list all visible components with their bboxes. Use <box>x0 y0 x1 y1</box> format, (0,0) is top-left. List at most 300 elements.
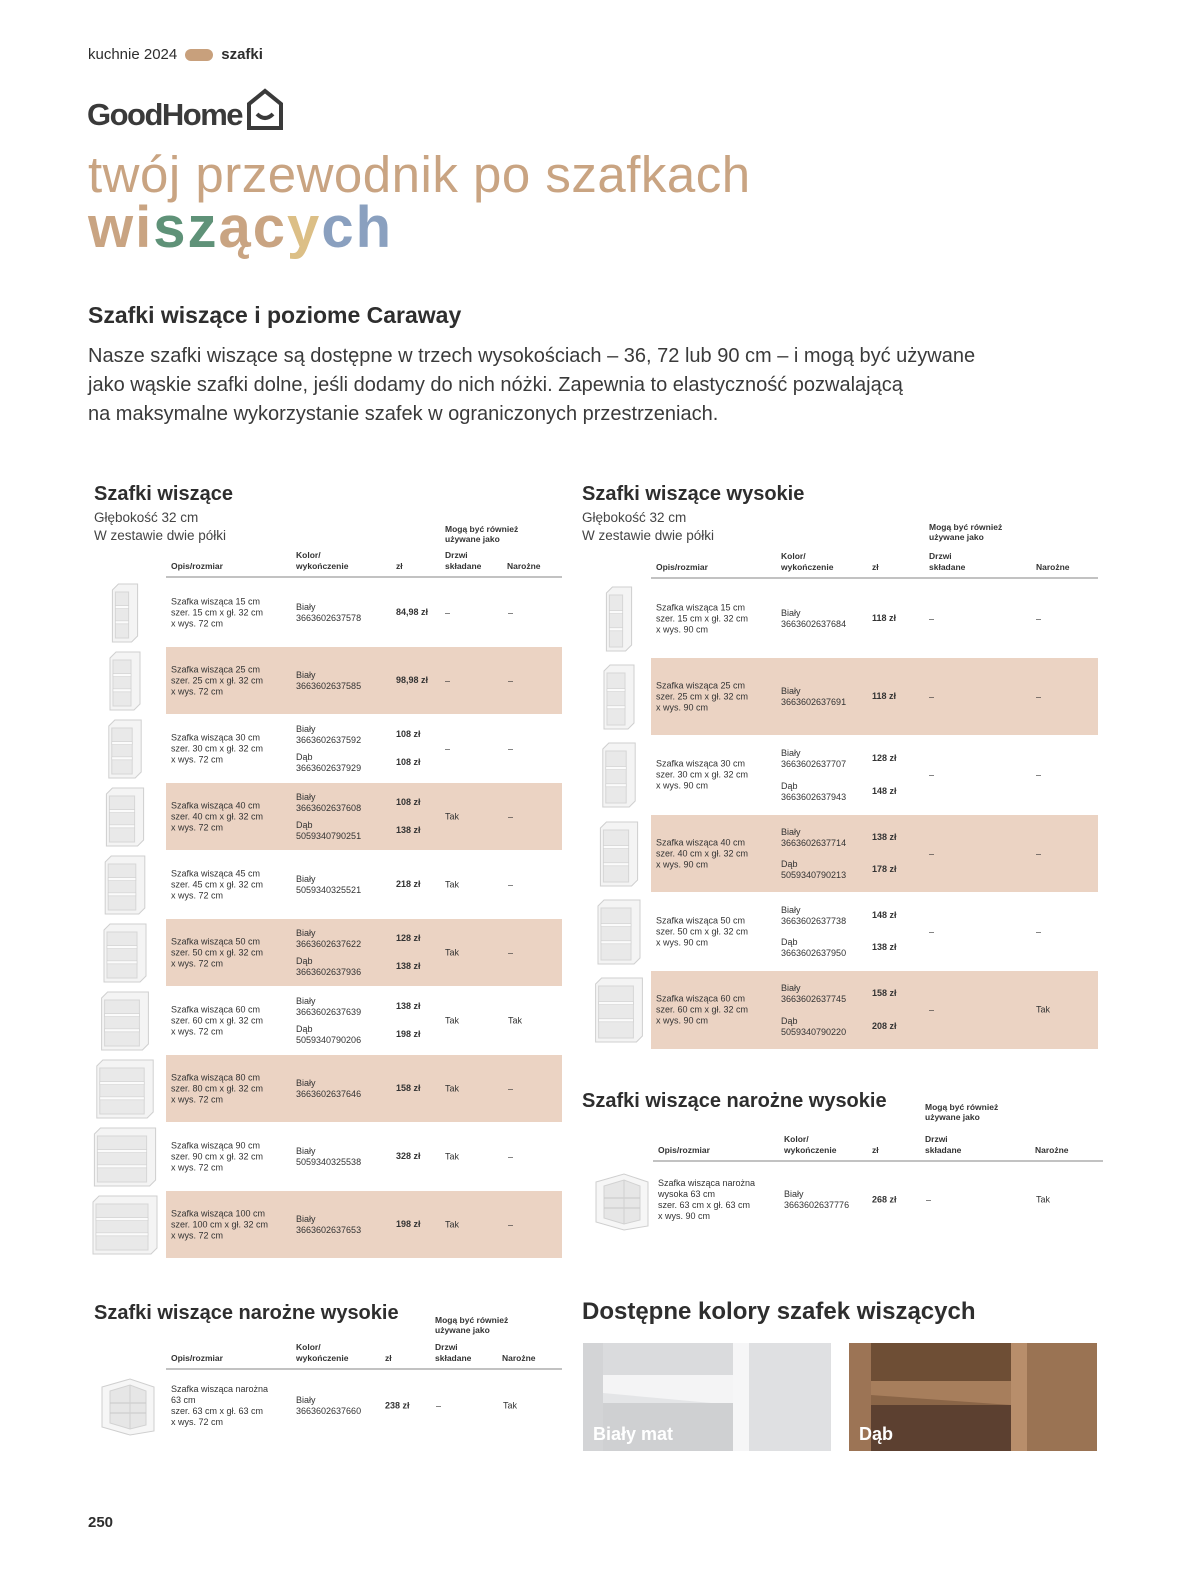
title-letter: i <box>135 195 154 260</box>
row-color: Biały <box>296 996 316 1007</box>
row-height: x wys. 72 cm <box>171 618 224 628</box>
row-ean: 3663602637585 <box>296 680 362 691</box>
left-table-depth: Głębokość 32 cm <box>94 510 199 525</box>
title-letter: w <box>88 195 136 260</box>
row-name: Szafka wisząca 40 cm <box>171 800 261 810</box>
cabinet-thumbnail <box>92 648 158 716</box>
col-narozne: Narożne <box>1035 1145 1069 1155</box>
title-letter: s <box>153 195 188 260</box>
row-finish <box>296 820 361 842</box>
row-folding-doors: – <box>926 1194 932 1204</box>
row-color: Biały <box>296 669 316 680</box>
row-ean: 3663602637714 <box>781 838 847 849</box>
intro-paragraph <box>88 342 1118 429</box>
also-usable-line: używane jako <box>445 534 500 544</box>
row-folding-doors: Tak <box>445 1219 460 1229</box>
row-color: Biały <box>296 873 316 884</box>
row-ean: 3663602637578 <box>296 612 362 623</box>
row-size: szer. 15 cm x gł. 32 cm <box>656 613 749 623</box>
row-ean: 5059340790251 <box>296 831 362 842</box>
brand-name: GoodHome <box>87 97 243 132</box>
row-height: x wys. 90 cm <box>656 624 709 634</box>
cabinet-thumbnail <box>586 586 652 654</box>
row-color: Biały <box>296 1394 316 1405</box>
row-finish <box>781 937 846 959</box>
row-folding-doors: – <box>929 926 935 936</box>
page-title-line1: twój przewodnik po szafkach <box>88 146 751 203</box>
swatch-white-matt <box>583 1343 831 1451</box>
table-row <box>586 736 1098 814</box>
col-kolor-line: wykończenie <box>296 1353 349 1363</box>
page-title-line2 <box>88 195 394 260</box>
row-finish <box>296 724 361 746</box>
col-kolor-line: Kolor/ <box>781 551 806 561</box>
row-ean: 5059340325521 <box>296 884 362 895</box>
row-description <box>171 1208 268 1241</box>
col-kolor-line: Kolor/ <box>784 1134 809 1144</box>
row-finish <box>296 792 361 814</box>
also-usable-line: używane jako <box>929 532 984 542</box>
col-drzwi-line: składane <box>929 562 966 572</box>
row-finish <box>781 1016 846 1038</box>
row-color: Biały <box>781 905 801 916</box>
table-row <box>92 1123 562 1190</box>
row-price: 178 zł <box>872 864 897 875</box>
row-corner: – <box>508 675 514 685</box>
col-kolor <box>296 1342 348 1364</box>
colors-title: Dostępne kolory szafek wiszących <box>582 1298 976 1325</box>
row-description <box>656 915 748 948</box>
row-price: 108 zł <box>396 757 421 768</box>
row-color: Biały <box>296 1077 316 1088</box>
row-size: szer. 25 cm x gł. 32 cm <box>656 691 749 701</box>
row-color: Dąb <box>781 781 798 792</box>
row-height: x wys. 90 cm <box>656 859 709 869</box>
row-ean: 3663602637691 <box>781 696 847 707</box>
intro-line: jako wąskie szafki dolne, jeśli dodamy do nich nóżki. Zapewnia to elastyczność pozwalającą <box>88 374 903 396</box>
row-color: Biały <box>781 748 801 759</box>
col-kolor-line: wykończenie <box>784 1145 837 1155</box>
cabinet-thumbnail <box>586 899 652 967</box>
row-size: szer. 25 cm x gł. 32 cm <box>171 675 264 685</box>
row-name: Szafka wisząca narożna <box>171 1383 269 1394</box>
row-ean: 3663602637622 <box>296 939 362 950</box>
colors-heading <box>582 1298 976 1326</box>
breadcrumb-section: szafki <box>221 46 263 63</box>
row-corner: – <box>508 1083 514 1093</box>
also-usable-line: Mogą być również <box>925 1102 999 1112</box>
row-color: Biały <box>296 1213 316 1224</box>
cabinet-thumbnail <box>586 664 652 732</box>
row-name: Szafka wisząca 90 cm <box>171 1140 261 1150</box>
row-color: Dąb <box>296 956 313 967</box>
row-finish <box>781 983 846 1005</box>
row-corner: Tak <box>1036 1004 1051 1015</box>
row-height: x wys. 72 cm <box>171 822 224 832</box>
row-name: Szafka wisząca 50 cm <box>656 915 746 925</box>
also-usable-line: Mogą być również <box>445 524 519 534</box>
row-description <box>171 732 263 765</box>
col-zl: zł <box>385 1353 392 1363</box>
corner-cabinet-image <box>96 1373 160 1437</box>
table-row <box>590 1166 1103 1233</box>
row-name: Szafka wisząca 100 cm <box>171 1208 266 1218</box>
row-color: Biały <box>781 827 801 838</box>
corner-left-title: Szafki wiszące narożne wysokie <box>94 1302 399 1324</box>
breadcrumb-catalog: kuchnie 2024 <box>88 46 178 63</box>
row-height: x wys. 72 cm <box>171 1026 224 1036</box>
cabinet-thumbnail <box>586 977 652 1045</box>
row-color: Dąb <box>781 1016 798 1027</box>
table-row <box>92 1055 562 1122</box>
row-ean: 3663602637943 <box>781 792 847 803</box>
row-color: Dąb <box>296 752 313 763</box>
row-size: szer. 60 cm x gł. 32 cm <box>171 1015 264 1025</box>
row-description <box>171 1384 268 1428</box>
row-ean: 3663602637660 <box>296 1405 362 1416</box>
col-kolor <box>781 551 833 573</box>
right-table-title: Szafki wiszące wysokie <box>582 483 805 505</box>
cabinet-image <box>92 852 158 918</box>
also-usable-line: Mogą być również <box>929 522 1003 532</box>
corner-tall-right-title: Szafki wiszące narożne wysokie <box>582 1090 887 1112</box>
cabinet-image <box>92 784 158 850</box>
row-ean: 5059340790206 <box>296 1035 362 1046</box>
right-table-shelves: W zestawie dwie półki <box>582 528 715 543</box>
row-color: Dąb <box>781 859 798 870</box>
row-ean: 3663602637776 <box>784 1199 850 1210</box>
row-height: x wys. 72 cm <box>171 1162 224 1172</box>
table-row <box>586 658 1098 735</box>
cabinet-image <box>586 821 652 887</box>
left-table-heading <box>94 483 233 545</box>
col-zl: zł <box>396 561 403 571</box>
row-name: Szafka wisząca 60 cm <box>656 993 746 1004</box>
row-price: 158 zł <box>396 1082 421 1093</box>
row-folding-doors: Tak <box>445 947 460 957</box>
also-usable-line: używane jako <box>925 1112 980 1122</box>
row-corner: – <box>1036 848 1042 858</box>
left-table-title: Szafki wiszące <box>94 483 233 505</box>
row-description <box>171 596 263 629</box>
row-finish <box>296 602 361 624</box>
row-ean: 5059340790213 <box>781 870 847 881</box>
row-corner: – <box>1036 691 1042 701</box>
cabinet-thumbnail <box>92 1056 158 1124</box>
left-also-usable-note <box>445 524 535 544</box>
title-letter: y <box>287 195 322 260</box>
row-color: Biały <box>781 685 801 696</box>
row-height: x wys. 90 cm <box>656 937 709 947</box>
row-size: szer. 40 cm x gł. 32 cm <box>656 848 749 858</box>
row-description <box>656 680 748 713</box>
row-size: szer. 40 cm x gł. 32 cm <box>171 811 264 821</box>
row-price: 198 zł <box>396 1218 421 1229</box>
row-name-2: wysoka 63 cm <box>658 1188 716 1199</box>
row-folding-doors: Tak <box>445 811 460 821</box>
row-color: Biały <box>296 792 316 803</box>
row-finish <box>296 956 361 978</box>
row-description <box>171 868 263 901</box>
table-row <box>92 715 562 782</box>
row-price: 138 zł <box>396 961 421 972</box>
row-color: Biały <box>784 1188 804 1199</box>
row-folding-doors: – <box>445 607 451 617</box>
row-corner: – <box>508 879 514 889</box>
corner-right-also-usable-note <box>925 1102 1015 1122</box>
col-kolor <box>296 550 348 572</box>
row-price: 238 zł <box>385 1400 410 1410</box>
row-price: 138 zł <box>396 1001 421 1012</box>
cabinet-thumbnail <box>586 742 652 810</box>
row-name: Szafka wisząca narożna <box>658 1177 756 1188</box>
cabinet-image <box>586 899 652 965</box>
col-drzwi-line: Drzwi <box>925 1134 948 1144</box>
row-finish <box>296 1146 361 1168</box>
row-folding-doors: – <box>929 691 935 701</box>
col-drzwi-line: Drzwi <box>929 551 952 561</box>
cabinet-thumbnail <box>92 988 158 1056</box>
col-drzwi-line: składane <box>445 561 482 571</box>
row-size: szer. 60 cm x gł. 32 cm <box>656 1004 749 1015</box>
cabinet-image <box>92 580 158 646</box>
row-finish <box>296 874 361 896</box>
cabinet-image <box>92 1192 158 1258</box>
row-description <box>656 602 748 635</box>
row-ean: 3663602637950 <box>781 948 847 959</box>
row-ean: 5059340325538 <box>296 1156 362 1167</box>
cabinet-image <box>92 988 158 1054</box>
row-finish <box>296 996 361 1018</box>
row-name-2: 63 cm <box>171 1394 196 1405</box>
row-corner: – <box>508 811 514 821</box>
swatch-label: Biały mat <box>593 1424 674 1444</box>
row-height: x wys. 72 cm <box>171 1094 224 1104</box>
row-price: 84,98 zł <box>396 606 429 617</box>
page-number: 250 <box>88 1514 114 1531</box>
row-finish <box>781 748 846 770</box>
corner-left-heading <box>94 1302 399 1325</box>
row-size: szer. 63 cm x gł. 63 cm <box>171 1405 264 1416</box>
title-letter: c <box>252 195 288 260</box>
row-name: Szafka wisząca 30 cm <box>171 732 261 742</box>
row-folding-doors: Tak <box>445 879 460 889</box>
row-name: Szafka wisząca 60 cm <box>171 1004 261 1014</box>
col-narozne: Narożne <box>502 1353 536 1363</box>
row-height: x wys. 90 cm <box>656 780 709 791</box>
row-finish <box>296 1078 361 1100</box>
cabinet-image <box>586 664 652 730</box>
row-finish <box>296 928 361 950</box>
col-kolor <box>784 1134 836 1156</box>
row-price: 138 zł <box>872 942 897 953</box>
cabinet-thumbnail <box>586 821 652 889</box>
breadcrumb <box>88 46 263 63</box>
row-color: Biały <box>296 601 316 612</box>
row-price: 268 zł <box>872 1194 897 1204</box>
row-ean: 5059340790220 <box>781 1027 847 1038</box>
table-row <box>92 579 562 646</box>
col-drzwi-line: Drzwi <box>445 550 468 560</box>
row-folding-doors: Tak <box>445 1083 460 1093</box>
row-height: x wys. 72 cm <box>171 686 224 696</box>
house-smile-icon <box>245 88 285 130</box>
col-drzwi-line: składane <box>925 1145 962 1155</box>
row-size: szer. 90 cm x gł. 32 cm <box>171 1151 264 1161</box>
col-zl: zł <box>872 562 879 572</box>
col-opis: Opis/rozmiar <box>658 1145 710 1155</box>
table-row <box>586 893 1098 970</box>
row-description <box>656 837 748 870</box>
row-size: szer. 100 cm x gł. 32 cm <box>171 1219 269 1229</box>
corner-right-header <box>653 1130 1103 1162</box>
row-size: szer. 30 cm x gł. 32 cm <box>171 743 264 753</box>
row-color: Biały <box>296 1145 316 1156</box>
row-ean: 3663602637592 <box>296 735 362 746</box>
row-name: Szafka wisząca 30 cm <box>656 758 746 769</box>
table-row <box>92 647 562 714</box>
corner-left-header <box>166 1338 562 1370</box>
row-name: Szafka wisząca 25 cm <box>656 680 746 690</box>
col-kolor-line: wykończenie <box>296 561 349 571</box>
row-price: 98,98 zł <box>396 674 429 685</box>
row-description <box>171 800 263 833</box>
row-ean: 3663602637936 <box>296 967 362 978</box>
col-opis: Opis/rozmiar <box>171 561 223 571</box>
also-usable-line: Mogą być również <box>435 1315 509 1325</box>
title-letter: z <box>187 195 219 260</box>
row-finish <box>781 686 846 708</box>
table-row <box>92 783 562 850</box>
left-table-header <box>166 546 562 578</box>
table-row <box>96 1372 562 1439</box>
row-corner: – <box>1036 926 1042 936</box>
row-corner: Tak <box>508 1015 523 1025</box>
table-row <box>92 851 562 918</box>
row-height: x wys. 90 cm <box>656 1015 709 1026</box>
row-corner: – <box>508 1219 514 1229</box>
cabinet-thumbnail <box>92 580 158 648</box>
row-finish <box>296 1214 361 1236</box>
row-price: 138 zł <box>396 825 421 836</box>
col-narozne: Narożne <box>1036 562 1070 572</box>
row-name: Szafka wisząca 80 cm <box>171 1072 261 1082</box>
row-height: x wys. 72 cm <box>171 754 224 764</box>
row-color: Dąb <box>781 937 798 948</box>
row-description <box>171 936 263 969</box>
row-size: szer. 63 cm x gł. 63 cm <box>658 1199 751 1210</box>
col-zl: zł <box>872 1145 879 1155</box>
row-name: Szafka wisząca 15 cm <box>656 602 746 612</box>
row-folding-doors: – <box>445 675 451 685</box>
left-table-shelves: W zestawie dwie półki <box>94 528 227 543</box>
cabinet-image <box>92 648 158 714</box>
col-opis: Opis/rozmiar <box>656 562 708 572</box>
col-drzwi <box>929 551 965 573</box>
row-color: Dąb <box>296 820 313 831</box>
table-row <box>586 971 1098 1049</box>
row-finish <box>784 1189 849 1211</box>
row-color: Biały <box>296 724 316 735</box>
row-description <box>656 759 748 792</box>
row-corner: – <box>508 1151 514 1161</box>
breadcrumb-separator <box>185 49 213 61</box>
row-folding-doors: – <box>929 1004 935 1015</box>
swatch-label: Dąb <box>859 1424 894 1444</box>
table-row <box>586 815 1098 892</box>
row-corner: Tak <box>503 1400 518 1410</box>
row-finish <box>781 859 846 881</box>
row-size: szer. 50 cm x gł. 32 cm <box>171 947 264 957</box>
row-height: x wys. 72 cm <box>171 958 224 968</box>
row-folding-doors: – <box>929 769 935 780</box>
cabinet-image <box>92 1124 158 1190</box>
row-color: Biały <box>781 983 801 994</box>
row-color: Dąb <box>296 1024 313 1035</box>
row-description <box>658 1178 755 1222</box>
col-narozne: Narożne <box>507 561 541 571</box>
corner-left-also-usable-note <box>435 1315 525 1335</box>
row-ean: 3663602637738 <box>781 916 847 927</box>
right-table-heading <box>582 483 804 545</box>
row-ean: 3663602637646 <box>296 1088 362 1099</box>
title-letter: ą <box>218 195 253 260</box>
col-drzwi <box>445 550 481 572</box>
cabinet-thumbnail <box>92 716 158 784</box>
row-size: szer. 15 cm x gł. 32 cm <box>171 607 264 617</box>
row-price: 118 zł <box>872 690 897 701</box>
row-corner: – <box>1036 769 1042 780</box>
row-description <box>656 994 748 1027</box>
row-height: x wys. 90 cm <box>656 702 709 712</box>
row-price: 208 zł <box>872 1021 897 1032</box>
table-row <box>92 1191 562 1258</box>
col-kolor-line: wykończenie <box>781 562 834 572</box>
cabinet-image <box>586 977 652 1043</box>
row-corner: Tak <box>1036 1194 1051 1204</box>
row-price: 148 zł <box>872 910 897 921</box>
col-opis: Opis/rozmiar <box>171 1353 223 1363</box>
row-price: 128 zł <box>872 753 897 764</box>
goodhome-logo <box>87 88 285 130</box>
col-kolor-line: Kolor/ <box>296 1342 321 1352</box>
row-ean: 3663602637653 <box>296 1224 362 1235</box>
col-drzwi <box>925 1134 961 1156</box>
intro-heading: Szafki wiszące i poziome Caraway <box>88 302 462 328</box>
row-description <box>171 1004 263 1037</box>
cabinet-thumbnail <box>92 1192 158 1260</box>
row-price: 138 zł <box>872 832 897 843</box>
corner-cabinet-image <box>590 1168 654 1232</box>
row-corner: – <box>1036 613 1042 623</box>
row-finish <box>781 781 846 803</box>
row-ean: 3663602637608 <box>296 803 362 814</box>
title-letter: h <box>355 195 394 260</box>
cabinet-image <box>586 586 652 652</box>
row-ean: 3663602637684 <box>781 618 847 629</box>
also-usable-line: używane jako <box>435 1325 490 1335</box>
row-corner: – <box>508 743 514 753</box>
row-price: 218 zł <box>396 878 421 889</box>
corner-tall-right-heading <box>582 1090 887 1113</box>
right-also-usable-note <box>929 522 1019 542</box>
row-size: szer. 45 cm x gł. 32 cm <box>171 879 264 889</box>
row-corner: – <box>508 607 514 617</box>
row-height: x wys. 72 cm <box>171 890 224 900</box>
cabinet-thumbnail <box>92 852 158 920</box>
row-description <box>171 1072 263 1105</box>
row-ean: 3663602637639 <box>296 1007 362 1018</box>
